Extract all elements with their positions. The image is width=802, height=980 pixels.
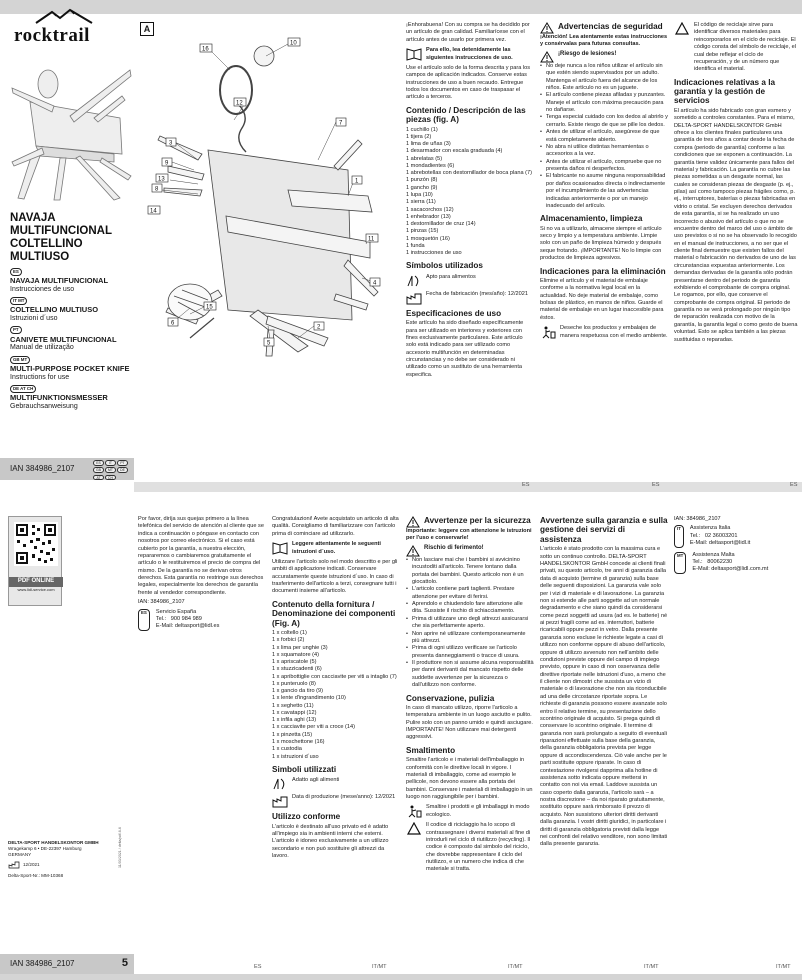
ian-badge: IT <box>105 460 116 466</box>
es-tel-row <box>156 616 220 623</box>
brand-name: rocktrail <box>14 25 90 46</box>
list-item: 1 x moschettone (16) <box>272 739 325 745</box>
factory-date-icon <box>406 291 422 305</box>
es-warn-head <box>540 22 668 34</box>
list-item: 1 x lima per unghie (3) <box>272 644 328 651</box>
it-use: L'articolo è destinato all'uso privato ed è adatto all'impiego sia in ambienti interni che esterni. L'articolo è idoneo esclusivamente a un utilizzo secondario e non può sostituire gli attrezzi da lavoro. <box>272 823 389 860</box>
it-warn-bold: Importante: leggere con attenzione le istruzioni per l'uso e conservarle! <box>406 528 532 542</box>
main-title-1: NAVAJA <box>10 212 56 224</box>
ian-lang-badges <box>92 460 132 482</box>
list-item: • No abra ni utilice distintas herramientas o accesorios a la vez. <box>540 144 668 159</box>
list-item: 1 desarmador con escala graduada (4) <box>406 148 503 155</box>
recycle-bin-icon <box>540 325 556 339</box>
translation-pt <box>10 326 132 352</box>
list-item: 1 pinzas (15) <box>406 228 439 235</box>
figure-a-panel <box>138 20 402 480</box>
callout-9: 9 <box>165 160 169 167</box>
list-item: • Prima di utilizzare uno degli attrezzi assicurarsi che sia perfettamente aperto. <box>406 616 534 631</box>
ian-badge: PT <box>117 460 128 466</box>
list-item: 1 gancho (9) <box>406 184 438 191</box>
callout-8: 8 <box>155 186 159 193</box>
list-item: 1 tijera (2) <box>406 133 432 140</box>
list-item: 1 x custodia <box>272 746 302 753</box>
list-item: 1 x seghetto (11) <box>272 702 314 709</box>
es-warn-list <box>540 63 668 211</box>
it-warn-head <box>406 516 534 528</box>
es-warranty: El artículo ha sido fabricado con gran esmero y sometido a controles constantes. Para el mismo, DELTA-SPORT HANDELSKONTOR GmbH ofrece a los clientes finales particulares una garantía de tres años a contar desde la fecha de compra (periodo de garantía) conforme a las condiciones que se exponen a continuación. La garantía tiene validez únicamente para fallos del material y fabricación. La garantía no cubre las piezas sometidas a un desgaste normal, las cuales se consideran piezas de desgaste (p. ej., pilas) así como tampoco piezas frágiles como, p. ej., interruptores, baterías o piezas fabricadas en vidrio o cristal. Se excluyen derechos derivados de esta garantía, si se ha realizado un uso incorrecto o abusivo del artículo o que no se encuentre dentro del marco del uso o ámbito de uso previstos o si no se ha observado lo recogido en el manual de instrucciones, a no ser que el cliente final demuestre que existen fallos del material o fabricación no derivados de uno de las circunstancias expuestas anteriormente. Los demandas derivadas de la garantía sólo podrán presentarse dentro del periodo de garantía exhibiendo el comprobante de compra original. Le rogamos, por ello, que conserve el comprobante de compra original. El periodo de garantía no se verá prolongado por ningún tipo de reparación realizada con motivo de la garantía, la garantía legal o como gesto de buena voluntad. Esto se aplica también a las piezas sustituidas o reparadas. <box>674 107 798 343</box>
es-disposal-title: Indicaciones para la eliminación <box>540 266 666 276</box>
list-item: 1 lupa (10) <box>406 191 433 198</box>
it-disposal-title: Smaltimento <box>406 745 456 755</box>
tel-label: Tel.: <box>692 558 703 565</box>
es-column-3 <box>674 22 798 344</box>
list-item: 1 instrucciones de uso <box>406 250 462 257</box>
recycling-code-icon <box>674 22 690 36</box>
it-sym-food <box>272 777 400 791</box>
it-symbols-title: Simboli utilizzati <box>272 764 337 774</box>
warning-icon <box>540 22 554 34</box>
ian-badge: CH <box>105 475 116 481</box>
list-item: 1 x lente d'ingrandimento (10) <box>272 695 346 702</box>
it-ian: IAN: 384986_2107 <box>674 516 721 522</box>
translation-de <box>10 385 132 411</box>
lang-badge: ES <box>10 268 22 276</box>
it-dispose-text: Smaltire i prodotti e gli imballaggi in modo ecologico. <box>426 804 530 818</box>
callout-16: 16 <box>202 46 209 53</box>
es-dispose-text: Deseche los productos y embalajes de manera respetuosa con el medio ambiente. <box>560 325 668 339</box>
warning-icon <box>406 545 420 557</box>
read-manual-icon <box>272 541 288 555</box>
lang-badge: ES <box>138 609 150 631</box>
list-item: • Antes de utilizar el artículo, asegúrese de que está completamente abierto. <box>540 129 668 144</box>
it-dispose-row <box>406 804 534 819</box>
list-item: 1 x squamatore (4) <box>272 651 319 658</box>
translation-gb <box>10 356 132 382</box>
list-item: 1 x gancio da tiro (9) <box>272 688 323 695</box>
it-service-name: Assistenza Italia <box>689 525 731 532</box>
es-warn-title: Advertencias de seguridad <box>558 22 663 31</box>
food-safe-icon <box>272 777 288 791</box>
brand-logo <box>10 6 125 50</box>
mt-service <box>674 552 798 574</box>
company-deltaspot: Delta-Sport-Nr.: MM-10368 <box>8 873 64 879</box>
footer-strip-bottom <box>134 964 802 974</box>
it-tel[interactable]: 02 36003201 <box>704 532 738 539</box>
qr-code-box[interactable] <box>8 516 62 606</box>
read-manual-icon <box>406 47 422 61</box>
translation-es <box>10 268 132 294</box>
it-column-4 <box>674 516 798 574</box>
es-read-row <box>406 47 534 62</box>
it-email[interactable]: E-Mail: deltasport@lidl.it <box>689 540 751 547</box>
list-item: 1 x forbici (2) <box>272 637 305 644</box>
es-intro: ¡Enhorabuena! Con su compra se ha decidido por un artículo de gran calidad. Familiarícese con el artículo antes de usarlo por primera vez. <box>406 22 530 43</box>
ian-bar-bottom <box>0 954 134 974</box>
list-item: 1 x stuzzicadenti (6) <box>272 666 322 673</box>
it-column-1 <box>272 516 400 861</box>
it-sym1-text: Adatto agli alimenti <box>292 777 340 784</box>
knife-cover-illustration <box>10 58 132 204</box>
it-body: Utilizzare l'articolo solo nel modo descritto e per gli ambiti di applicazione indicati. Conservare accuratamente queste istruzioni d´uso. In caso di trasferimento dell'articolo a terzi, consegnare tutti i documenti insieme all'articolo. <box>272 558 398 595</box>
list-item: 1 x pinzetta (15) <box>272 731 313 738</box>
it-warranty: L'articolo è stato prodotto con la massima cura e sotto un continuo controllo. DELTA-SPORT HANDELSKONTOR GmbH concede ai clienti finali privati, su questo articolo, tre anni di garanzia dalla data di acquisto (termine di garanzia) sulla base delle seguenti disposizioni. La garanzia vale solo per i vizi di materiale e di lavorazione. La garanzia non si estende alle parti soggette ad un normale degradamento e che siano quindi da considerarsi come pezzi soggetti ad usura (ad es. le batterie) né ai pezzi fragili come ad es. interruttori, batterie ricaricabili oppure pezzi in vetro. Dalla presente garanzia sono escluse le richieste legate a casi di utilizzo non conforme oppure di abuso dell'articolo, oppure di utilizzo avvenuto non nell'ambito delle condizioni previste oppure del campo di impiego previsto, oppure in caso di non osservanza delle direttive riportate nelle istruzioni d'uso, a meno che il cliente non dimostri che sussista un vizio di materiale o di lavorazione che non sia riconducibile ad una delle circostanze riportate sopra. Le richieste di garanzia possono essere avanzate solo entro il relativo termine, su presentazione dello scontrino originale di acquisto. Si prega quindi di conservare lo scontrino originale. Il termine di garanzia non sarà prolungato a seguito di eventuali riparazioni effettuate sulla base della garanzia, della garanzia obbligatoria prevista per legge oppure di accondiscendenza. Ciò vale anche per le parti sostituite oppure riparate. In caso di contestazione rivolgersi dapprima alla hotline di assistenza sotto indicata oppure mettersi in contatto con noi via email. Laddove sussista un caso coperto dalla garanzia, l'articolo sarà – a nostra discrezione – da noi riparato gratuitamente, sostituito oppure sarà rimborsato il prezzo di acquisto. Non sussistono ulteriori diritti derivanti dalla garanzia. I vostri diritti giuridici, in particolare i diritti di garanzia obbligatoria previsti dalla legge nei confronti del relativo venditore, non sono limitati dalla presente garanzia. <box>540 546 668 848</box>
list-item: • Tenga especial cuidado con los dedos al abrirlo y cerrarlo. Existe riesgo de que se pille los dedos. <box>540 114 668 129</box>
list-item: 1 sierra (11) <box>406 199 436 206</box>
it-tel-row <box>690 533 750 540</box>
factory-date-icon <box>272 794 288 808</box>
ian-badge: GB <box>93 467 104 473</box>
it-warn-list <box>406 557 534 690</box>
translation-sub: Gebrauchsanweisung <box>10 403 78 411</box>
lang-badge: PT <box>10 326 22 334</box>
es-recycle-row <box>674 22 798 74</box>
es-storage-title: Almacenamiento, limpieza <box>540 214 643 224</box>
es-tel[interactable]: 900 984 989 <box>170 615 202 622</box>
translation-name: NAVAJA MULTIFUNCIONAL <box>10 275 109 285</box>
translation-name: MULTI-PURPOSE POCKET KNIFE <box>10 364 130 374</box>
mt-tel-row <box>692 559 768 566</box>
es-email[interactable]: E-Mail: deltasport@lidl.es <box>155 623 220 630</box>
list-item: 1 x apriscatole (5) <box>272 659 317 666</box>
es-warn-bold: ¡Atención! Lea atentamente estas instrucciones y consérvalas para futuras consultas. <box>540 34 668 48</box>
tel-label: Tel.: <box>689 532 701 539</box>
translation-name: CANIVETE MULTIFUNCIONAL <box>10 334 117 344</box>
es-ian: IAN: 384986_2107 <box>138 599 185 606</box>
knife-diagram <box>138 20 402 460</box>
it-read-text: Leggere attentamente le seguenti istruzioni d´uso. <box>292 541 381 555</box>
it-column-3 <box>540 516 668 849</box>
company-date: 12/2021 <box>23 862 40 868</box>
list-item: 1 cuchillo (1) <box>406 126 438 133</box>
list-item: • No deje nunca a los niños utilizar el artículo sin que estén siendo supervisados por un adulto. Mantenga el artículo fuera del alcance de los niños. Este artículo no es un juguete. <box>540 63 668 93</box>
figure-label: A <box>140 22 154 36</box>
list-item: 1 funda <box>406 242 425 249</box>
es-service <box>138 609 266 631</box>
list-item: • Antes de utilizar el artículo, compruebe que no presenta daños ni desperfectos. <box>540 159 668 174</box>
es-parts-list <box>406 127 534 258</box>
footer-lang: ES <box>652 482 660 488</box>
lang-badge: DE AT CH <box>10 385 36 393</box>
list-item: 1 enhebrador (13) <box>406 213 451 220</box>
list-item: 1 mondadientes (6) <box>406 162 455 169</box>
it-sym2-text: Data di produzione (mese/anno): 12/2021 <box>292 794 396 801</box>
callout-12: 12 <box>236 100 243 107</box>
warning-icon <box>406 516 420 528</box>
es-sym2-text: Fecha de fabricación (mes/año): 12/2021 <box>426 290 528 297</box>
es-injury-head <box>540 51 668 63</box>
callout-5: 5 <box>267 340 271 347</box>
list-item: 1 x cavatappi (12) <box>272 709 317 716</box>
footer-lang: IT/MT <box>644 964 659 970</box>
list-item: 1 sacacorchos (12) <box>406 206 454 213</box>
es-body: Use el artículo solo de la forma descrita y para los campos de aplicación indicados. Conserve estas instrucciones de uso a buen recaudo. Entregue todos los documentos en caso de traspasar el artículo a terceros. <box>406 64 531 101</box>
es-warranty-title: Indicaciones relativas a la garantía y la gestión de servicios <box>674 77 776 106</box>
mt-service-name: Assistenza Malta <box>692 551 735 558</box>
ian-badge: DE <box>117 467 128 473</box>
footer-lang: IT/MT <box>372 964 387 970</box>
es-symbols-title: Símbolos utilizados <box>406 261 483 271</box>
it-intro: Congratulazioni! Avete acquistato un articolo di alta qualità. Consigliamo di familiarizzare con l'articolo prima di cominciare ad utilizzarlo. <box>272 516 399 537</box>
callout-15: 15 <box>206 304 213 311</box>
callout-2: 2 <box>317 324 321 331</box>
recycle-bin-icon <box>406 804 422 818</box>
it-column-2 <box>406 516 534 877</box>
it-disposal: Smaltire l'articolo e i materiali dell'imballaggio in conformità con le direttive locali in vigore. I materiali di imballaggio, come ad esempio le pellicole, non devono essere alla portata dei bambini. Conservare i materiali di imballaggio in un luogo non raggiungibile per i bambini. <box>406 757 533 801</box>
ian-badge: ES <box>93 460 104 466</box>
it-storage-title: Conservazione, pulizia <box>406 693 495 703</box>
list-item: 1 lima de uñas (3) <box>406 141 451 148</box>
it-parts-title: Contenuto della fornitura / Denominazione dei componenti (Fig. A) <box>272 599 396 628</box>
ian-badge: AT <box>93 475 104 481</box>
ian-bar-top <box>0 458 134 480</box>
list-item: 1 x apribottiglie con cacciavite per viti a intaglio (7) <box>272 673 397 680</box>
main-title-3: COLTELLINO <box>10 237 83 250</box>
callout-1: 1 <box>355 178 359 185</box>
list-item: • Aprendolo e chiudendolo fare attenzione alle dita. Sussiste il rischio di schiacciamento. <box>406 601 534 616</box>
it-storage: In caso di mancato utilizzo, riporre l'articolo a temperatura ambiente in un luogo asciutto e pulito. Pulire solo con un panno umido e quindi asciugare. IMPORTANTE! Non utilizzare mai detergenti aggressivi. <box>406 704 533 741</box>
mountain-logo-icon <box>34 8 94 24</box>
es-column-2 <box>540 22 668 343</box>
cover-titles <box>10 212 132 414</box>
list-item: 1 x coltello (1) <box>272 630 307 637</box>
ian-badge: MT <box>105 467 116 473</box>
callout-14: 14 <box>150 208 157 215</box>
es-spec: Este artículo ha sido diseñado específicamente para ser utilizado en interiores y exteriores con fines exclusivamente particulares. Este artículo solo está indicado para ser utilizado como accesorio multifunción en determinadas circunstancias y no debe ser considerado ni utilizado como un sustituto de una herramienta especifica. <box>406 320 524 378</box>
translation-sub: Instrucciones de uso <box>10 285 75 293</box>
translation-sub: Instructions for use <box>10 373 70 381</box>
list-item: 1 punzón (8) <box>406 177 438 184</box>
list-item: • El artículo contiene piezas afiladas y punzantes. Maneje el artículo con máxima precaución para no dañarse. <box>540 92 668 114</box>
mt-email[interactable]: E-Mail: deltasport@lidl.com.mt <box>692 566 769 573</box>
footer-lang: ES <box>254 964 262 970</box>
es-storage: Si no va a utilizarlo, almacene siempre el artículo seco y limpio y a temperatura ambiente. Limpie solo con un paño de limpieza húmedo y después seque frotando. ¡IMPORTANTE! No lo limpie con productos de limpieza agresivos. <box>540 225 662 262</box>
bottom-band <box>0 974 802 980</box>
it-warn-title: Avvertenze per la sicurezza <box>424 516 531 525</box>
list-item: • El fabricante no asume ninguna responsabilidad por daños ocasionados directa o indirectamente por el incumplimiento de las advertencias indicadas anteriormente o por un manejo inadecuado del artículo. <box>540 173 668 210</box>
company-info <box>8 840 128 879</box>
footer-lang: IT/MT <box>776 964 791 970</box>
es-service-name: Servicio España <box>155 608 197 615</box>
footer-lang: ES <box>790 482 798 488</box>
tel-label: Tel.: <box>155 615 167 622</box>
it-injury-head <box>406 545 534 557</box>
translation-it <box>10 297 132 323</box>
es-recycle-text: El código de reciclaje sirve para identificar diversos materiales para reincorporarlos en el ciclo de reciclaje. El código consta del símbolo de reciclaje, el cual debe reflejar el ciclo de recuperación, y de un número que identifica el material. <box>694 22 796 73</box>
es-warranty-cont: Por favor, diríja sus quejas primero a la línea telefónica del servicio de atención al cliente que se indica a continuación o póngase en contacto con nosotros por correo electrónico. Si el caso está cubierto por la garantía, a nuestra elección, repararemos o cambiaremos gratuitamente el artículo o le restituiremos el precio de compra del mismo. De la garantía no se derivan otros derechos. Esta garantía no restringe sus derechos legales, especialmente los derechos de garantía frente al vendedor correspondiente. <box>138 516 264 596</box>
it-use-title: Utilizzo conforme <box>272 812 341 822</box>
list-item: 1 destornillador de cruz (14) <box>406 221 476 228</box>
mt-tel[interactable]: 80062230 <box>707 558 733 565</box>
callout-11: 11 <box>368 236 375 243</box>
ian-number: IAN 384986_2107 <box>10 464 75 473</box>
es-read-text: Para ello, lea detenidamente las siguientes instrucciones de uso. <box>426 47 513 61</box>
lang-badge: IT MT <box>10 297 27 305</box>
es-parts-title: Contenido / Descripción de las piezas (fig. A) <box>406 105 526 125</box>
callout-10: 10 <box>290 40 297 47</box>
it-warranty-title: Avvertenze sulla garanzia e sulla gestione dei servizi di assistenza <box>540 516 668 544</box>
footer-lang: ES <box>522 482 530 488</box>
callout-4: 4 <box>373 280 377 287</box>
es-sym1-text: Apto para alimentos <box>426 273 476 280</box>
company-address: Wragekamp 6 • DE-22397 Hamburg <box>8 846 82 852</box>
vertical-code: 11/03/2021 / delta/pdf-6-6 <box>118 827 122 868</box>
pdf-online-label: PDF ONLINE <box>9 577 63 587</box>
list-item: 1 abrebotellas con destornillador de boca plana (7) <box>406 170 532 177</box>
translation-name: MULTIFUNKTIONSMESSER <box>10 393 108 403</box>
list-item: 1 x infila aghi (13) <box>272 717 317 724</box>
pdf-url: www.lidl-service.com <box>17 587 55 592</box>
qr-code-icon <box>14 522 58 566</box>
es-disposal: Elimine el artículo y el material de embalaje conforme a la normativa legal local en la actualidad. No deje material de embalaje, como bolsas de plástico, en manos de niños. Guarde el material de embalaje en un lugar inaccesible para éstos. <box>540 277 664 321</box>
list-item: 1 mosquetón (16) <box>406 235 450 242</box>
translation-sub: Manual de utilização <box>10 344 74 352</box>
es-column-1 <box>406 22 534 379</box>
es-dispose-row <box>540 325 668 340</box>
company-name: DELTA-SPORT HANDELSKONTOR GMBH <box>8 840 99 845</box>
list-item: 1 abrelatas (5) <box>406 155 443 162</box>
list-item: • Prima di ogni utilizzo verificare se l'articolo presenta danneggiamenti o tracce di usura. <box>406 645 534 660</box>
es-sym-date <box>406 291 534 305</box>
list-item: • Non lasciare mai che i bambini si avvicinino incustoditi all'articolo. Tenere lontano dalla portata dei bambini. Questo articolo non è un giocattolo. <box>406 557 534 587</box>
es-injury: ¡Riesgo de lesiones! <box>558 50 617 57</box>
lang-badge: MT <box>674 552 686 574</box>
it-injury: Rischio di ferimento! <box>424 544 484 551</box>
company-date-row <box>8 861 128 869</box>
mt-service-block <box>692 552 768 574</box>
list-item: • L'articolo contiene parti taglienti. Prestare attenzione per evitare di ferirsi. <box>406 586 534 601</box>
list-item: 1 x istruzioni d´uso <box>272 753 319 760</box>
es-column-4 <box>138 516 266 631</box>
main-title-4: MULTIUSO <box>10 250 70 263</box>
callout-6: 6 <box>171 320 175 327</box>
callout-7: 7 <box>339 120 343 127</box>
it-service-block <box>690 525 750 547</box>
company-country: GERMANY <box>8 852 32 858</box>
it-service <box>674 525 798 547</box>
es-spec-title: Especificaciones de uso <box>406 308 502 318</box>
footer-strip-top <box>134 482 802 492</box>
translation-name: COLTELLINO MULTIUSO <box>10 305 99 315</box>
callout-3: 3 <box>169 140 173 147</box>
it-sym-date <box>272 794 400 808</box>
it-read-row <box>272 541 400 556</box>
it-recycle-text: Il codice di riciclaggio ha lo scopo di contrassegnare i diversi materiali al fine di introdurli nel ciclo di riutilizzo (recycling). Il codice è composto dal simbolo del riciclo, che dovrebbe rappresentare il ciclo del riutilizzo, e un numero che indica di che materiale si tratta. <box>426 822 531 873</box>
translation-sub: Istruzioni d´uso <box>10 314 58 322</box>
callout-13: 13 <box>158 176 165 183</box>
list-item: • Il produttore non si assume alcuna responsabilità per danni derivanti dal mancato rispetto delle suddette avvertenze per la sicurezza o dall'utilizzo non conforme. <box>406 660 534 690</box>
lang-badge: IT <box>674 525 684 547</box>
lang-badge: GB MT <box>10 356 30 364</box>
es-sym-food <box>406 274 534 288</box>
page-number: 5 <box>121 957 128 969</box>
it-recycle-row <box>406 822 534 874</box>
food-safe-icon <box>406 274 422 288</box>
footer-lang: IT/MT <box>508 964 523 970</box>
it-parts-list <box>272 630 400 761</box>
list-item: 1 x cacciavite per viti a croce (14) <box>272 724 356 731</box>
list-item: 1 x punteruolo (8) <box>272 680 316 687</box>
recycling-code-icon <box>406 822 422 836</box>
warning-icon <box>540 51 554 63</box>
main-title-2: MULTIFUNCIONAL <box>10 224 112 237</box>
es-service-block <box>156 609 220 631</box>
list-item: • Non aprire né utilizzare contemporaneamente più attrezzi. <box>406 631 534 646</box>
ian-number: IAN 384986_2107 <box>10 959 75 968</box>
factory-date-icon <box>8 861 20 869</box>
